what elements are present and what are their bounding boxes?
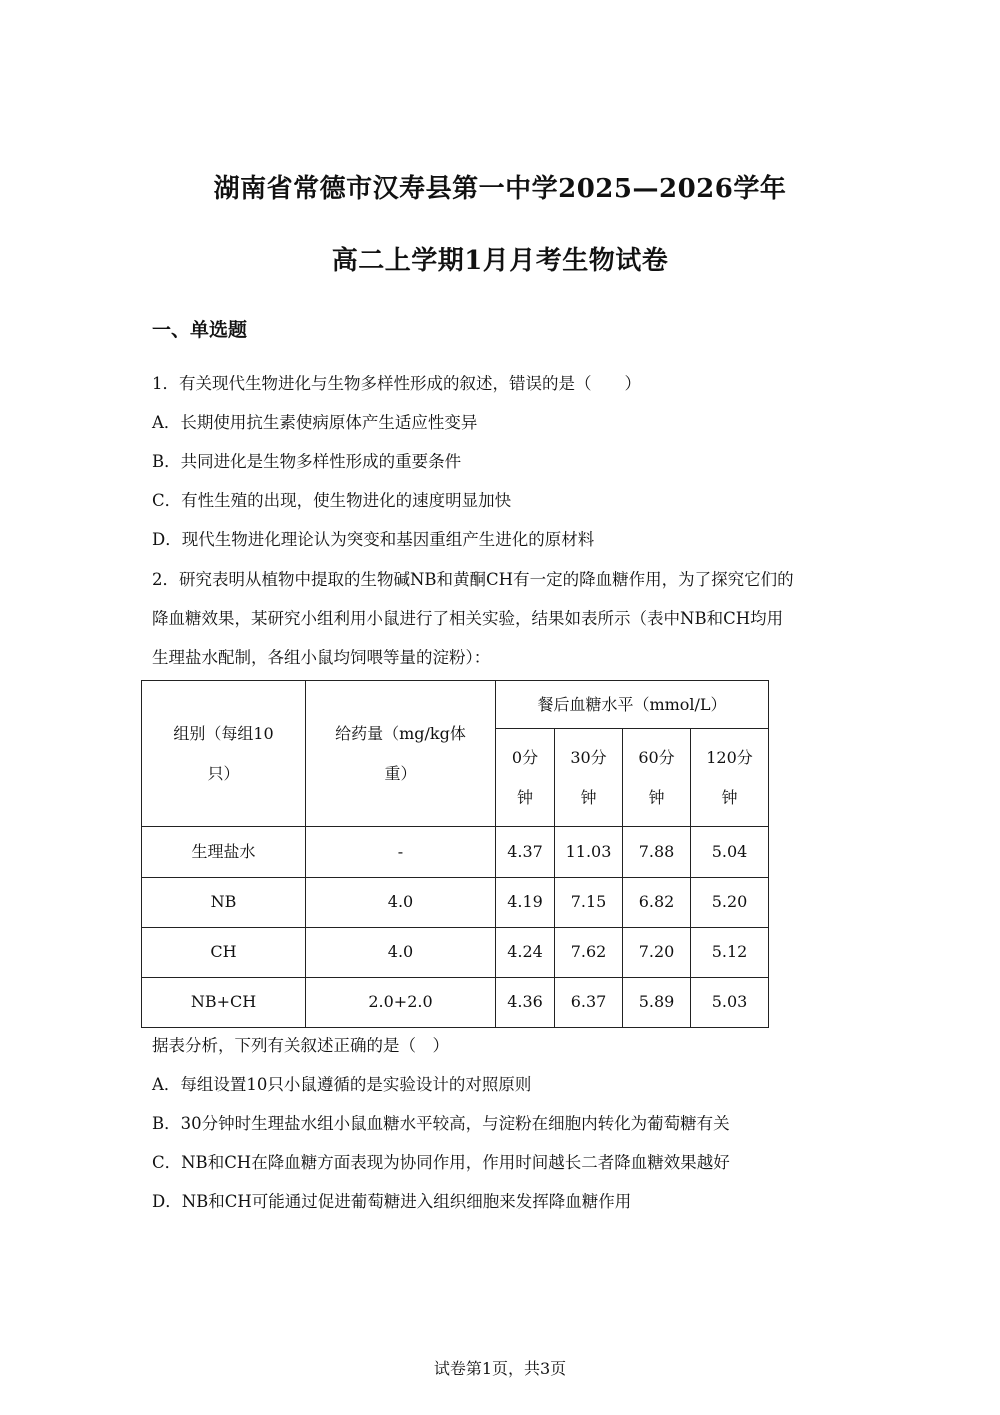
blood-glucose-table	[141, 680, 769, 1028]
q2-option-c: C．NB和CH在降血糖方面表现为协同作用，作用时间越长二者降血糖效果越好	[152, 1153, 730, 1172]
cell-dose: 2.0+2.0	[306, 977, 496, 1027]
q2-question: 据表分析，下列有关叙述正确的是（ ）	[152, 1036, 449, 1055]
cell-value: 5.03	[691, 977, 769, 1027]
header-group: 组别（每组10 只）	[142, 681, 306, 827]
cell-value: 7.88	[623, 827, 691, 877]
cell-value: 4.19	[496, 877, 555, 927]
header-time-0: 0分 钟	[496, 729, 555, 827]
exam-title-line1: 湖南省常德市汉寿县第一中学2025—2026学年	[213, 174, 787, 204]
cell-dose: 4.0	[306, 877, 496, 927]
header-dose: 给药量（mg/kg体 重）	[306, 681, 496, 827]
q2-option-b: B．30分钟时生理盐水组小鼠血糖水平较高，与淀粉在细胞内转化为葡萄糖有关	[152, 1114, 730, 1133]
q2-stem-line1: 2．研究表明从植物中提取的生物碱NB和黄酮CH有一定的降血糖作用，为了探究它们的	[152, 570, 794, 589]
header-time-30: 30分 钟	[555, 729, 623, 827]
q2-stem-line3: 生理盐水配制，各组小鼠均饲喂等量的淀粉）：	[152, 648, 491, 667]
cell-value: 6.82	[623, 877, 691, 927]
header-time-60: 60分 钟	[623, 729, 691, 827]
q2-option-a: A．每组设置10只小鼠遵循的是实验设计的对照原则	[152, 1075, 532, 1094]
cell-value: 7.62	[555, 927, 623, 977]
cell-value: 4.24	[496, 927, 555, 977]
cell-dose: -	[306, 827, 496, 877]
table-row	[142, 827, 769, 877]
table-row	[142, 977, 769, 1027]
q2-option-d: D．NB和CH可能通过促进葡萄糖进入组织细胞来发挥降血糖作用	[152, 1192, 632, 1211]
table-row	[142, 927, 769, 977]
cell-value: 6.37	[555, 977, 623, 1027]
q1-option-c: C．有性生殖的出现，使生物进化的速度明显加快	[152, 491, 512, 510]
cell-value: 7.20	[623, 927, 691, 977]
header-time-120: 120分 钟	[691, 729, 769, 827]
section-heading: 一、单选题	[152, 319, 248, 341]
cell-value: 7.15	[555, 877, 623, 927]
q1-stem: 1．有关现代生物进化与生物多样性形成的叙述，错误的是（ ）	[152, 374, 641, 393]
q1-option-a: A．长期使用抗生素使病原体产生适应性变异	[152, 413, 478, 432]
cell-value: 11.03	[555, 827, 623, 877]
page-footer: 试卷第1页，共3页	[433, 1359, 567, 1378]
cell-group: CH	[142, 927, 306, 977]
exam-title-line2: 高二上学期1月月考生物试卷	[331, 246, 669, 276]
cell-group: NB+CH	[142, 977, 306, 1027]
cell-group: NB	[142, 877, 306, 927]
cell-value: 5.04	[691, 827, 769, 877]
table-row	[142, 877, 769, 927]
cell-value: 5.20	[691, 877, 769, 927]
q1-option-b: B．共同进化是生物多样性形成的重要条件	[152, 452, 462, 471]
cell-value: 4.36	[496, 977, 555, 1027]
cell-dose: 4.0	[306, 927, 496, 977]
cell-value: 4.37	[496, 827, 555, 877]
q1-option-d: D．现代生物进化理论认为突变和基因重组产生进化的原材料	[152, 530, 595, 549]
cell-group: 生理盐水	[142, 827, 306, 877]
cell-value: 5.12	[691, 927, 769, 977]
q2-stem-line2: 降血糖效果，某研究小组利用小鼠进行了相关实验，结果如表所示（表中NB和CH均用	[152, 609, 784, 628]
cell-value: 5.89	[623, 977, 691, 1027]
header-glucose-level: 餐后血糖水平（mmol/L）	[496, 681, 769, 729]
